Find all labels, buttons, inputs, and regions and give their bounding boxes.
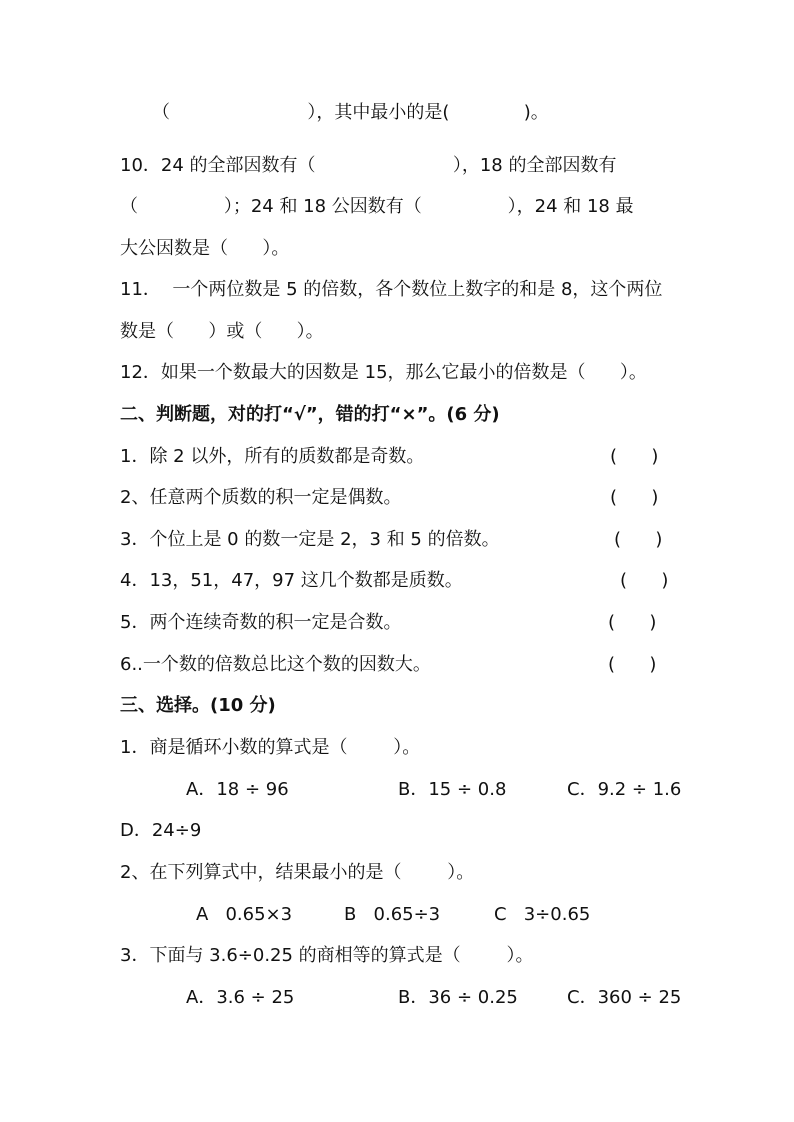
q10-line2: （ ）；24 和 18 公因数有（ ），24 和 18 最 (120, 196, 634, 217)
judge-answer-3: ( ) (614, 529, 663, 550)
judge-answer-5: ( ) (608, 612, 657, 633)
judge-item-3: 3．个位上是 0 的数一定是 2，3 和 5 的倍数。 (120, 529, 500, 550)
judge-answer-2: ( ) (610, 487, 659, 508)
judge-answer-4: ( ) (620, 570, 669, 591)
q9-continuation: （ ），其中最小的是( )。 (152, 102, 549, 123)
judge-item-4: 4．13，51，47，97 这几个数都是质数。 (120, 570, 463, 591)
choice-q2-stem: 2、在下列算式中，结果最小的是（ ）。 (120, 862, 475, 883)
choice-q2-option-b: B 0.65÷3 (344, 904, 441, 925)
q12-line: 12．如果一个数最大的因数是 15，那么它最小的倍数是（ ）。 (120, 362, 647, 383)
q11-line1: 11． 一个两位数是 5 的倍数，各个数位上数字的和是 8，这个两位 (120, 279, 663, 300)
section2-title: 二、判断题，对的打“√”，错的打“×”。(6 分) (120, 404, 500, 425)
q10-line3: 大公因数是（ ）。 (120, 238, 290, 259)
judge-item-5: 5．两个连续奇数的积一定是合数。 (120, 612, 402, 633)
choice-q3-stem: 3．下面与 3.6÷0.25 的商相等的算式是（ ）。 (120, 945, 534, 966)
choice-q1-option-a: A．18 ÷ 96 (186, 779, 289, 800)
choice-q1-option-c: C．9.2 ÷ 1.6 (567, 779, 682, 800)
choice-q2-option-a: A 0.65×3 (196, 904, 293, 925)
choice-q3-option-c: C．360 ÷ 25 (567, 987, 682, 1008)
judge-answer-6: ( ) (608, 654, 657, 675)
q11-line2: 数是（ ）或（ ）。 (120, 321, 324, 342)
judge-item-1: 1．除 2 以外，所有的质数都是奇数。 (120, 446, 425, 467)
choice-q3-option-b: B．36 ÷ 0.25 (398, 987, 518, 1008)
judge-answer-1: ( ) (610, 446, 659, 467)
choice-q1-stem: 1．商是循环小数的算式是（ ）。 (120, 737, 421, 758)
choice-q3-option-a: A．3.6 ÷ 25 (186, 987, 295, 1008)
choice-q2-option-c: C 3÷0.65 (494, 904, 591, 925)
judge-item-6: 6..一个数的倍数总比这个数的因数大。 (120, 654, 431, 675)
q10-line1: 10．24 的全部因数有（ ），18 的全部因数有 (120, 155, 617, 176)
choice-q1-option-d: D．24÷9 (120, 820, 202, 841)
section3-title: 三、选择。(10 分) (120, 695, 276, 716)
choice-q1-option-b: B．15 ÷ 0.8 (398, 779, 507, 800)
judge-item-2: 2、任意两个质数的积一定是偶数。 (120, 487, 402, 508)
